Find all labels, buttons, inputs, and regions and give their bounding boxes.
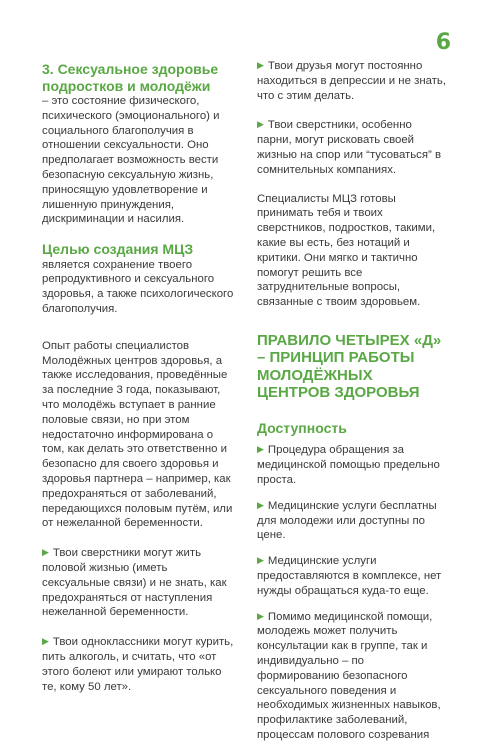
triangle-bullet-icon: ▶ (42, 636, 49, 647)
list-item (257, 609, 449, 743)
triangle-bullet-icon: ▶ (42, 547, 49, 558)
triangle-bullet-icon: ▶ (257, 444, 264, 455)
bullet-text: Твои друзья могут постоянно находиться в депрессии и не знать, что с этим делать. (257, 60, 447, 102)
list-item (257, 498, 449, 543)
section-3-text: – это состояние физического, психического (эмоционального) и социального благополучия в отношении сексуальности. Оно предполагает возможность вести безопасную сексуальную жизнь, приносящую удовлетворение и лишенную принуждения, дискриминации и насилия. (42, 95, 220, 226)
bullet-text: Медицинские услуги бесплатны для молодежи или доступны по цене. (257, 499, 437, 542)
experience-paragraph: Опыт работы специалистов Молодёжных центров здоровья, а также исследования, проведённые за последние 3 года, показывают, что молодёжь вступает в ранние половые связи, но при этом недостаточно информирована о том, как делать это ответственно и безопасно для своего здоровья и здоровья партнера – например, как предохраняться от заболеваний, передающихся половым путём, или от нежеланной беременности. (42, 339, 233, 530)
list-item (42, 545, 234, 620)
goal-text: является сохранение твоего репродуктивного и сексуального здоровья, а также психологического благополучия. (42, 258, 234, 316)
goal-section (42, 241, 234, 317)
section-3-heading: 3. Сексуальное здоровье подростков и молодёжи (42, 61, 219, 94)
bullet-text: Помимо медицинской помощи, молодежь может получить консультации как в группе, так и индивидуально – по формированию безопасного сексуального поведения и необходимых жизненных навыков, профилактике заболеваний, процессам полового созревания (257, 610, 441, 741)
bullet-text: Твои сверстники, особенно парни, могут рисковать своей жизнью на спор или “тусоваться” в сомнительных компаниях. (257, 119, 442, 176)
triangle-bullet-icon: ▶ (257, 119, 264, 130)
bullet-text: Твои одноклассники могут курить, пить алкоголь, и считать, что «от этого болеют или умирают только те, кому 50 лет». (42, 636, 234, 693)
triangle-bullet-icon: ▶ (257, 60, 264, 70)
triangle-bullet-icon: ▶ (257, 499, 264, 510)
list-item (42, 634, 234, 694)
rule-heading: ПРАВИЛО ЧЕТЫРЕХ «Д» – ПРИНЦИП РАБОТЫ МОЛОДЁЖНЫХ ЦЕНТРОВ ЗДОРОВЬЯ (257, 331, 442, 402)
list-item (257, 442, 449, 487)
specialists-paragraph: Специалисты МЦЗ готовы принимать тебя и твоих сверстников, подростков, такими, какие вы есть, без нотаций и критики. Они мягко и тактично помогут решить все затруднительные вопросы, связанные с твоим здоровьем. (257, 192, 436, 309)
triangle-bullet-icon: ▶ (257, 555, 264, 566)
section-3 (42, 61, 234, 227)
list-item (257, 553, 449, 598)
triangle-bullet-icon: ▶ (257, 610, 264, 621)
right-column (257, 58, 449, 743)
bullet-text: Медицинские услуги предоставляются в комплексе, нет нужды обращаться куда-то еще. (257, 555, 442, 597)
list-item (257, 117, 449, 177)
access-heading: Доступность (257, 419, 347, 436)
list-item (257, 58, 449, 103)
bullet-text: Процедура обращения за медицинской помощью предельно проста. (257, 444, 440, 487)
page-number: 6 (435, 30, 451, 55)
left-column (42, 61, 234, 708)
goal-heading: Целью создания МЦЗ (42, 241, 194, 258)
bullet-text: Твои сверстники могут жить половой жизнью (иметь сексуальные связи) и не знать, как предохраняться от наступления нежеланной беременности. (42, 547, 227, 619)
